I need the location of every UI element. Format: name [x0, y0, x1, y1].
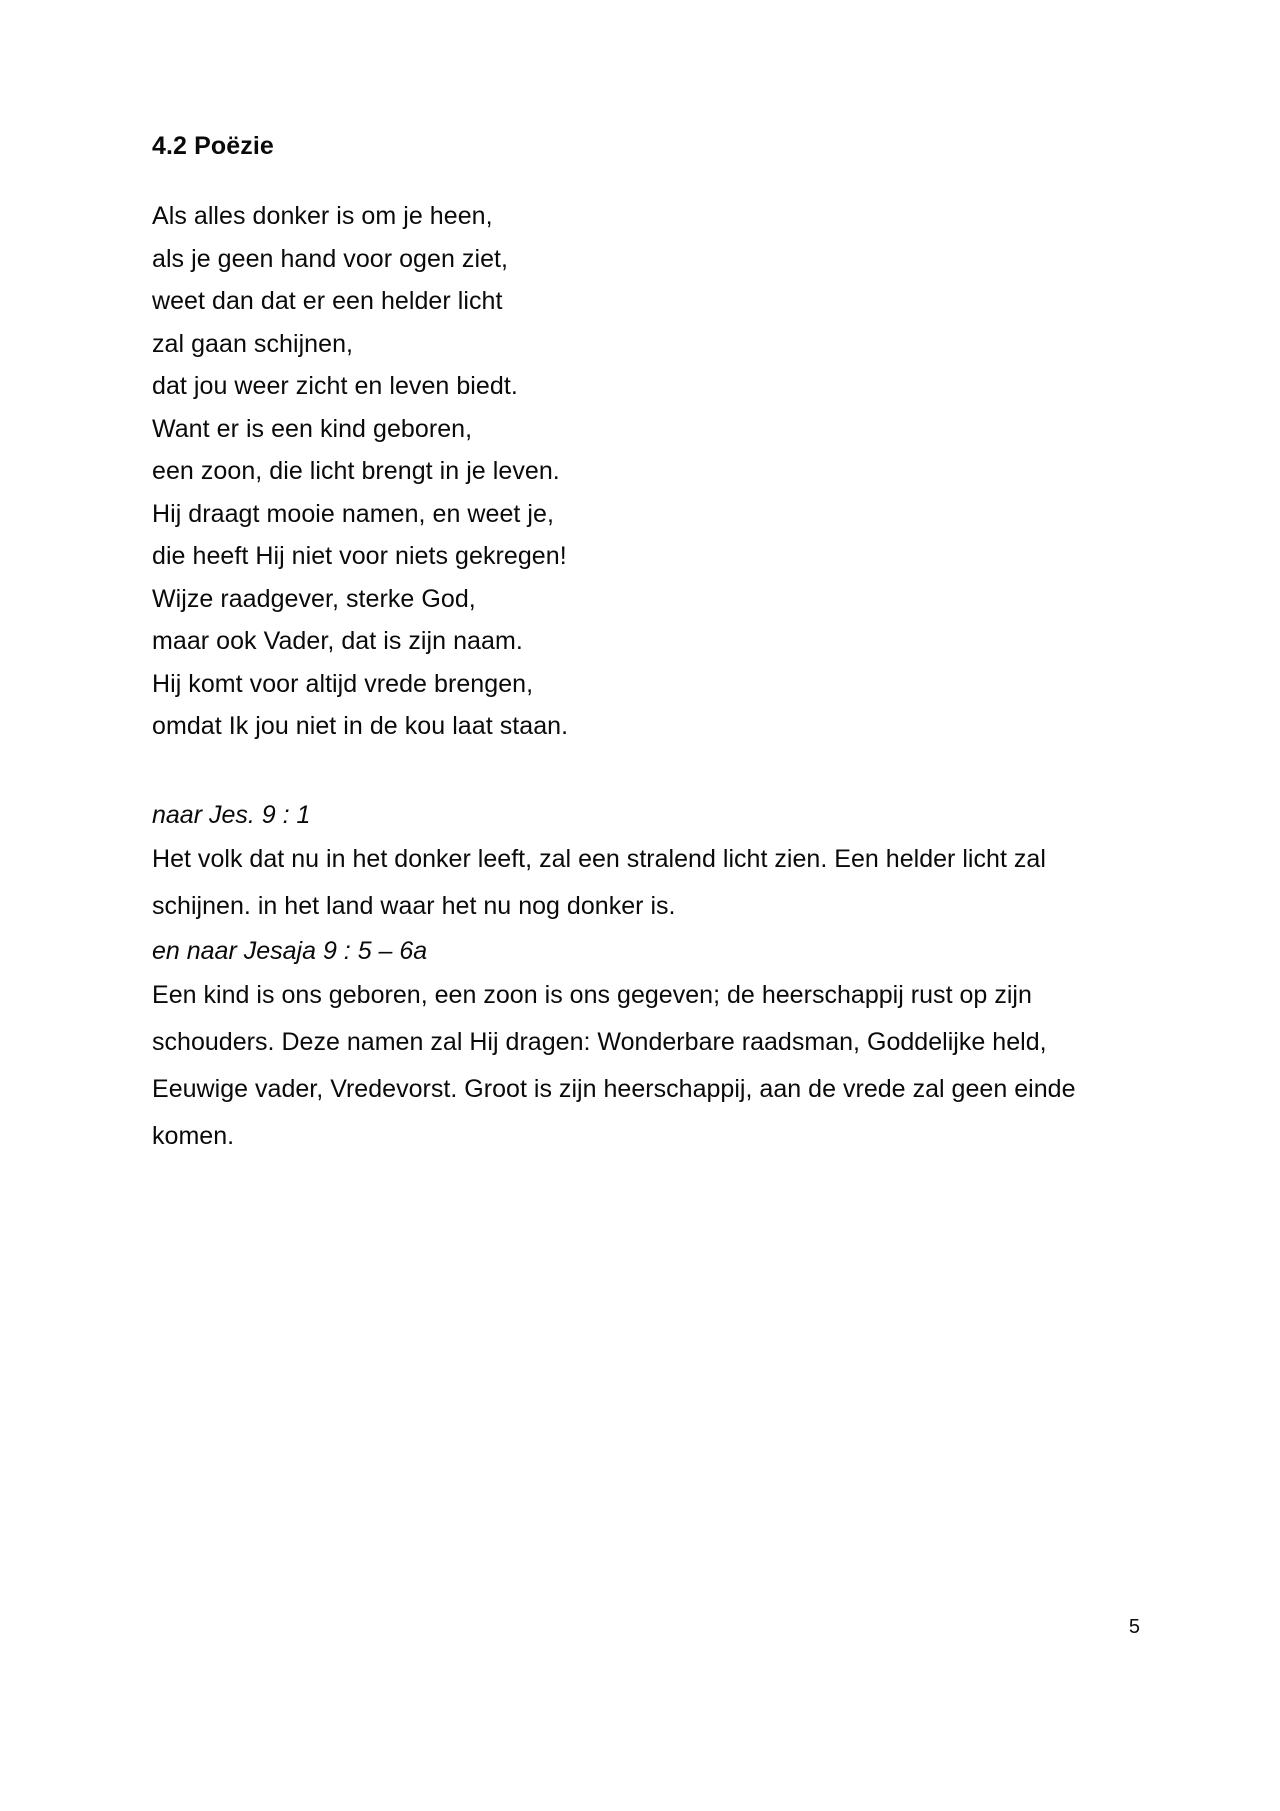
scripture-text: Een kind is ons geboren, een zoon is ons gegeven; de heerschappij rust op zijn schouders. Deze namen zal Hij dragen: Wonderbare raadsman, Goddelijke held, Eeuwige vader, Vredevorst. Groot is zijn heerschappij, aan de vrede zal geen einde komen.: [152, 980, 1076, 1150]
poem-line: maar ook Vader, dat is zijn naam.: [152, 627, 523, 655]
section-heading: 4.2 Poëzie: [152, 132, 274, 160]
scripture-text: Het volk dat nu in het donker leeft, zal een stralend licht zien. Een helder licht zal schijnen. in het land waar het nu nog donker is.: [152, 844, 1046, 920]
scripture-reference: naar Jes. 9 : 1: [152, 800, 311, 829]
poem-line: zal gaan schijnen,: [152, 329, 354, 358]
poem-line: die heeft Hij niet voor niets gekregen!: [152, 542, 567, 570]
poem-line: een zoon, die licht brengt in je leven.: [152, 457, 560, 485]
poem-line: Hij draagt mooie namen, en weet je,: [152, 499, 554, 528]
page-number: 5: [1128, 1616, 1140, 1638]
poem-scripture-spacer: [152, 748, 1132, 794]
poem-line: als je geen hand voor ogen ziet,: [152, 244, 509, 273]
page-content: [152, 131, 1132, 1160]
poem-line: Hij komt voor altijd vrede brengen,: [152, 669, 534, 698]
poem-line: Want er is een kind geboren,: [152, 414, 473, 443]
poem-line: dat jou weer zicht en leven biedt.: [152, 372, 518, 400]
poem-line: Als alles donker is om je heen,: [152, 202, 493, 230]
poem-line: weet dan dat er een helder licht: [152, 287, 503, 315]
poem-line: Wijze raadgever, sterke God,: [152, 584, 476, 613]
scripture-reference: en naar Jesaja 9 : 5 – 6a: [152, 936, 428, 965]
poem-line: omdat Ik jou niet in de kou laat staan.: [152, 712, 569, 740]
poem-block: [152, 195, 1132, 748]
heading-poem-spacer: [152, 161, 1132, 195]
